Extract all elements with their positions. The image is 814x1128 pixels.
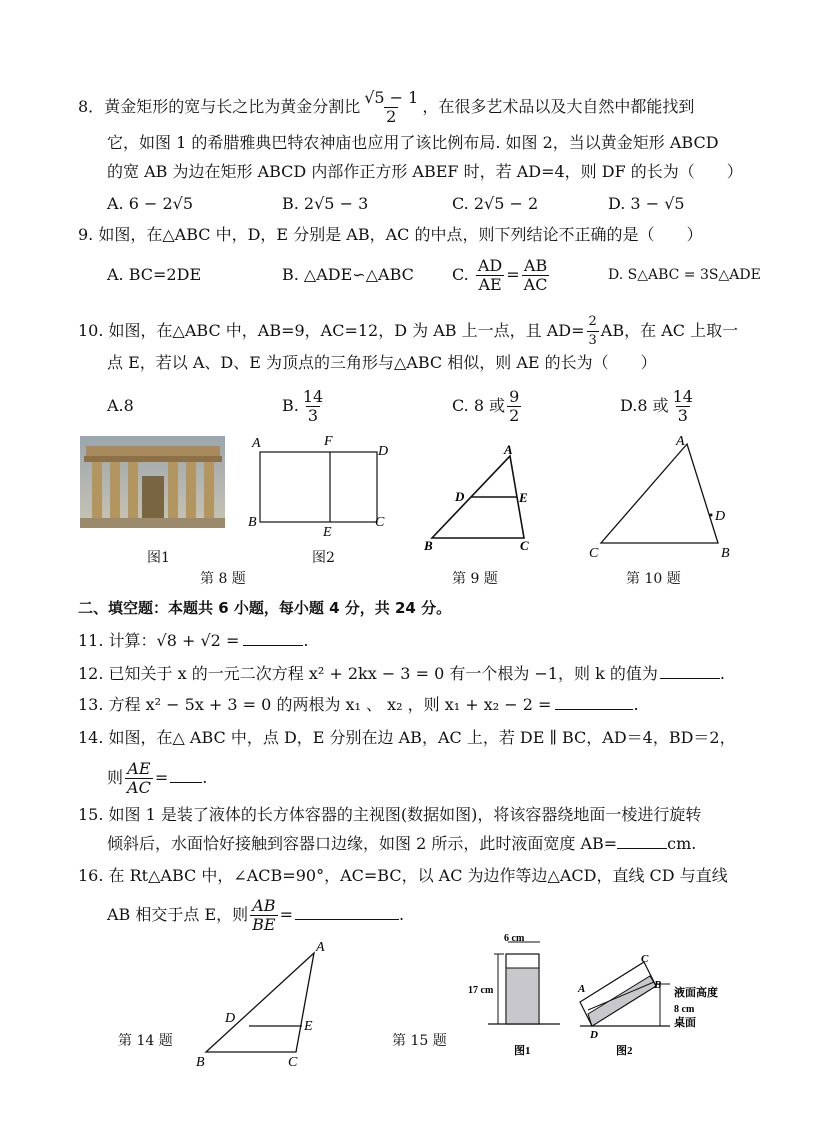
label-d: D [225,1011,236,1026]
label-c: C [641,953,649,965]
label-c: C [375,515,385,530]
q8-option-b: B. 2√5 − 3 [282,194,369,213]
label-a: A [676,434,685,449]
label-c: C [288,1055,298,1070]
label-b: B [248,515,257,530]
q13-line: 13. 方程 x² − 5x + 3 = 0 的两根为 x₁ 、 x₂ ，则 x₁ + x₂ − 2 = . [78,695,639,714]
q9-option-b: B. △ADE∽△ABC [282,265,414,284]
label-17cm: 17 cm [468,985,494,996]
label-d: D [715,509,726,524]
q14-triangle-figure [192,938,342,1070]
q15-container-figure-2 [570,950,760,1062]
q15-fig1-caption: 图1 [514,1045,531,1057]
label-e: E [304,1019,313,1034]
q8-line3: 的宽 AB 为边在矩形 ABCD 内部作正方形 ABEF 时，若 AD=4，则 DF 的长为（ ） [107,162,743,181]
q15-container-figure-1 [460,932,570,1060]
q10-option-c: C. 8 或 $\frac{9}{2}$ [452,387,520,425]
q10-caption: 第 10 题 [626,571,681,587]
label-b: B [196,1055,205,1070]
q10-triangle-figure [585,430,740,560]
label-a: A [316,940,325,955]
q8-line2: 它，如图 1 的希腊雅典巴特农神庙也应用了该比例布局. 如图 2，当以黄金矩形 ABCD [107,133,719,152]
q15-line1: 15. 如图 1 是装了液体的长方体容器的主视图(数据如图)，将该容器绕地面一棱进行旋转 [78,805,702,824]
label-level: 液面高度 [674,987,718,999]
fig2-caption: 图2 [312,550,335,566]
q10-line2: 点 E，若以 A、D、E 为顶点的三角形与△ABC 相似，则 AE 的长为（ ） [107,353,657,372]
q8-line1: 8．黄金矩形的宽与长之比为黄金分割比 $\frac{√5 - 1}{2}$ ，在很多艺术品以及大自然中都能找到 [78,88,695,126]
q14-caption: 第 14 题 [118,1033,173,1049]
q8-option-d: D. 3 − √5 [608,194,685,213]
label-c: C [520,538,529,553]
parthenon-photo [80,436,225,528]
q10-option-a: A.8 [107,396,134,415]
q15-line2: 倾斜后，水面恰好接触到容器口边缘，如图 2 所示，此时液面宽度 AB= cm. [107,834,697,853]
q15-caption: 第 15 题 [392,1033,447,1049]
label-a: A [578,983,586,995]
label-c: C [589,546,599,560]
label-8cm: 8 cm [674,1004,695,1015]
q8-caption: 第 8 题 [200,571,246,587]
label-a: A [252,436,261,451]
label-a: A [504,442,513,457]
q14-line1: 14. 如图，在△ ABC 中，点 D，E 分别在边 AB，AC 上，若 DE ∥ BC，AD＝4，BD＝2， [78,728,736,747]
q8-option-c: C. 2√5 − 2 [452,194,539,213]
label-table: 桌面 [674,1017,696,1029]
q10-option-d: D.8 或 $\frac{14}{3}$ [620,387,693,425]
label-d: D [378,444,389,459]
golden-rectangle-figure [248,430,393,540]
q9-option-a: A. BC=2DE [107,265,202,284]
q15-fig2-caption: 图2 [616,1045,633,1057]
label-b: B [721,546,730,560]
q12-line: 12. 已知关于 x 的一元二次方程 x² + 2kx − 3 = 0 有一个根为 −1，则 k 的值为 . [78,664,725,683]
label-e: E [519,490,528,505]
q10-option-b: B. $\frac{14}{3}$ [282,387,324,425]
q8-option-a: A. 6 − 2√5 [107,194,194,213]
section-2-heading: 二、填空题：本题共 6 小题，每小题 4 分，共 24 分。 [78,599,452,617]
q11-line: 11. 计算：√8 + √2 = . [78,631,309,650]
fig1-caption: 图1 [147,550,170,566]
label-b: B [424,538,433,553]
q9-caption: 第 9 题 [452,571,498,587]
q9-triangle-figure [420,442,540,557]
q9-option-c: C. $\frac{AD}{AE}$ = $\frac{AB}{AC}$ [452,256,548,294]
label-6cm: 6 cm [504,933,525,944]
label-f: F [324,434,333,449]
label-b: B [654,979,662,991]
label-e: E [323,525,332,540]
q14-line2: 则 $\frac{AE}{AC}$ = . [107,759,208,797]
label-d: D [455,489,465,504]
q16-line1: 16. 在 Rt△ABC 中，∠ACB=90°，AC=BC，以 AC 为边作等边△ACD，直线 CD 与直线 [78,866,728,885]
q10-line1: 10. 如图，在△ABC 中，AB=9，AC=12，D 为 AB 上一点，且 AD= $\frac{2}{3}$ AB，在 AC 上取一 [78,314,739,348]
q9-line: 9. 如图，在△ABC 中，D，E 分别是 AB，AC 的中点，则下列结论不正确的是（ ） [78,225,703,244]
q16-line2: AB 相交于点 E，则 $\frac{AB}{BE}$ = . [107,896,405,934]
label-d: D [590,1029,598,1041]
q9-option-d: D. S△ABC = 3S△ADE [608,267,761,283]
golden-ratio-fraction: $\frac{√5 - 1}{2}$ [364,88,419,126]
